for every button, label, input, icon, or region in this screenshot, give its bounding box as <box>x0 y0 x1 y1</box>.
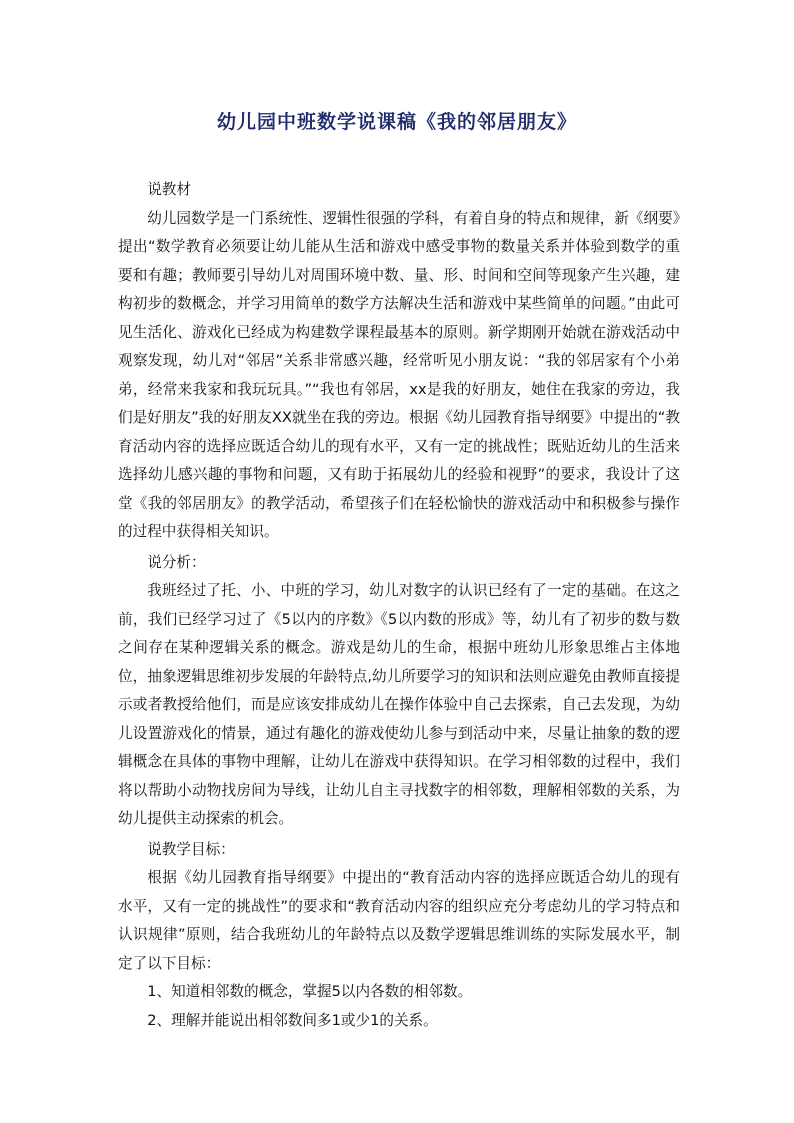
paragraph-textbook: 幼儿园数学是一门系统性、逻辑性很强的学科，有着自身的特点和规律，新《纲要》提出“数学教育必须要让幼儿能从生活和游戏中感受事物的数量关系并体验到数学的重要和有趣；教师要引导幼儿对周围环境中数、量、形、时间和空间等现象产生兴趣，建构初步的数概念，并学习用简单的数学方法解决生活和游戏中某些简单的问题。”由此可见生活化、游戏化已经成为构建数学课程最基本的原则。新学期刚开始就在游戏活动中观察发现，幼儿对“邻居”关系非常感兴趣，经常听见小朋友说：“我的邻居家有个小弟弟，经常来我家和我玩玩具。”“我也有邻居，xx是我的好朋友，她住在我家的旁边，我们是好朋友”我的好朋友XX就坐在我的旁边。根据《幼儿园教育指导纲要》中提出的“教育活动内容的选择应既适合幼儿的现有水平，又有一定的挑战性；既贴近幼儿的生活来选择幼儿感兴趣的事物和问题，又有助于拓展幼儿的经验和视野”的要求，我设计了这堂《我的邻居朋友》的教学活动，希望孩子们在轻松愉快的游戏活动中和积极参与操作的过程中获得相关知识。 <box>118 209 680 540</box>
objective-item: 1、知道相邻数的概念，掌握5以内各数的相邻数。 <box>147 983 473 1000</box>
section-heading-objectives: 说教学目标： <box>147 840 235 858</box>
paragraph-objectives: 根据《幼儿园教育指导纲要》中提出的“教育活动内容的选择应既适合幼儿的现有水平，又有一定的挑战性”的要求和“教育活动内容的组织应充分考虑幼儿的学习特点和认识规律”原则，结合我班幼儿的年龄特点以及数学逻辑思维训练的实际发展水平，制定了以下目标： <box>118 869 680 972</box>
objective-item: 2、理解并能说出相邻数间多1或少1的关系。 <box>147 1011 438 1029</box>
section-heading-analysis: 说分析： <box>147 553 206 571</box>
paragraph-analysis: 我班经过了托、小、中班的学习，幼儿对数字的认识已经有了一定的基础。在这之前，我们已经学习过了《5以内的序数》《5以内数的形成》等，幼儿有了初步的数与数之间存在某种逻辑关系的概念。游戏是幼儿的生命，根据中班幼儿形象思维占主体地位，抽象逻辑思维初步发展的年龄特点,幼儿所要学习的知识和法则应避免由教师直接提示或者教授给他们，而是应该安排成幼儿在操作体验中自己去探索，自己去发现，为幼儿设置游戏化的情景，通过有趣化的游戏使幼儿参与到活动中来，尽量让抽象的数的逻辑概念在具体的事物中理解，让幼儿在游戏中获得知识。在学习相邻数的过程中，我们将以帮助小动物找房间为导线，让幼儿自主寻找数字的相邻数，理解相邻数的关系，为幼儿提供主动探索的机会。 <box>118 582 680 827</box>
document-body <box>118 174 680 1035</box>
section-heading-textbook: 说教材 <box>147 181 191 198</box>
document-title: 幼儿园中班数学说课稿《我的邻居朋友》 <box>216 111 577 133</box>
